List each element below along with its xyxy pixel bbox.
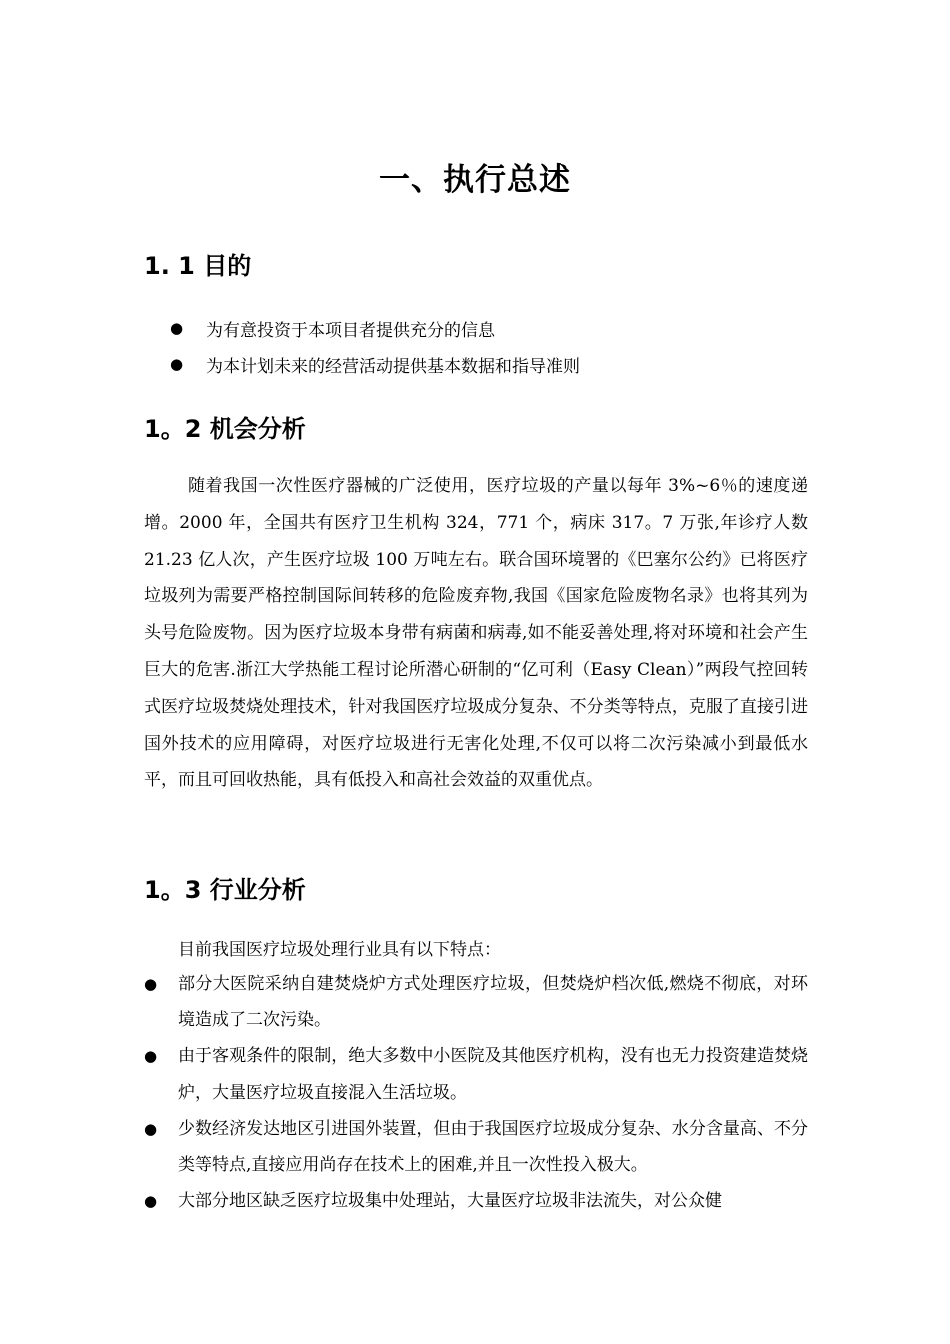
list-item [144, 1183, 808, 1219]
bullet-dot-icon: ● [170, 355, 184, 373]
list-item [144, 1038, 808, 1110]
list-item-text: 部分大医院采纳自建焚烧炉方式处理医疗垃圾，但焚烧炉档次低,燃烧不彻底，对环境造成了二次污染。 [178, 974, 808, 1031]
page-title: 一、执行总述 [379, 162, 571, 198]
list-item-text: 为本计划未来的经营活动提供基本数据和指导准则 [206, 356, 580, 377]
list-item-text: 大部分地区缺乏医疗垃圾集中处理站，大量医疗垃圾非法流失，对公众健 [178, 1191, 722, 1212]
section-heading-purpose: 1. 1 目的 [144, 252, 252, 280]
list-item-text: 由于客观条件的限制，绝大多数中小医院及其他医疗机构，没有也无力投资建造焚烧炉，大量医疗垃圾直接混入生活垃圾。 [178, 1046, 808, 1103]
bullet-dot-icon: ● [170, 319, 184, 337]
list-item-text: 为有意投资于本项目者提供充分的信息 [206, 320, 495, 341]
industry-bullet-list [144, 966, 808, 1219]
list-item [144, 966, 808, 1038]
industry-intro: 目前我国医疗垃圾处理行业具有以下特点： [178, 940, 501, 960]
opportunity-paragraph: 随着我国一次性医疗器械的广泛使用，医疗垃圾的产量以每年 3%~6％的速度递增。2000 年，全国共有医疗卫生机构 324，771 个，病床 317。7 万张,年诊疗人数 21.23 亿人次，产生医疗垃圾 100 万吨左右。联合国环境署的《巴塞尔公约》已将医疗垃圾列为需要严格控制国际间转移的危险废弃物,我国《国家危险废物名录》也将其列为头号危险废物。因为医疗垃圾本身带有病菌和病毒,如不能妥善处理,将对环境和社会产生巨大的危害.浙江大学热能工程讨论所潜心研制的“亿可利（Easy Clean）”两段气控回转式医疗垃圾焚烧处理技术，针对我国医疗垃圾成分复杂、不分类等特点，克服了直接引进国外技术的应用障碍，对医疗垃圾进行无害化处理,不仅可以将二次污染减小到最低水平，而且可回收热能，具有低投入和高社会效益的双重优点。 [144, 476, 808, 791]
bullet-dot-icon: ● [144, 1192, 158, 1211]
list-item [170, 310, 810, 346]
list-item-text: 少数经济发达地区引进国外装置，但由于我国医疗垃圾成分复杂、水分含量高、不分类等特点,直接应用尚存在技术上的困难,并且一次性投入极大。 [178, 1118, 808, 1176]
list-item [144, 1111, 808, 1183]
bullet-dot-icon: ● [144, 975, 158, 993]
section-heading-industry: 1。3 行业分析 [144, 876, 306, 904]
list-item [170, 346, 810, 382]
section-heading-opportunity: 1。2 机会分析 [144, 415, 306, 443]
bullet-dot-icon: ● [144, 1119, 158, 1138]
purpose-bullet-list [170, 310, 810, 382]
bullet-dot-icon: ● [144, 1047, 158, 1066]
